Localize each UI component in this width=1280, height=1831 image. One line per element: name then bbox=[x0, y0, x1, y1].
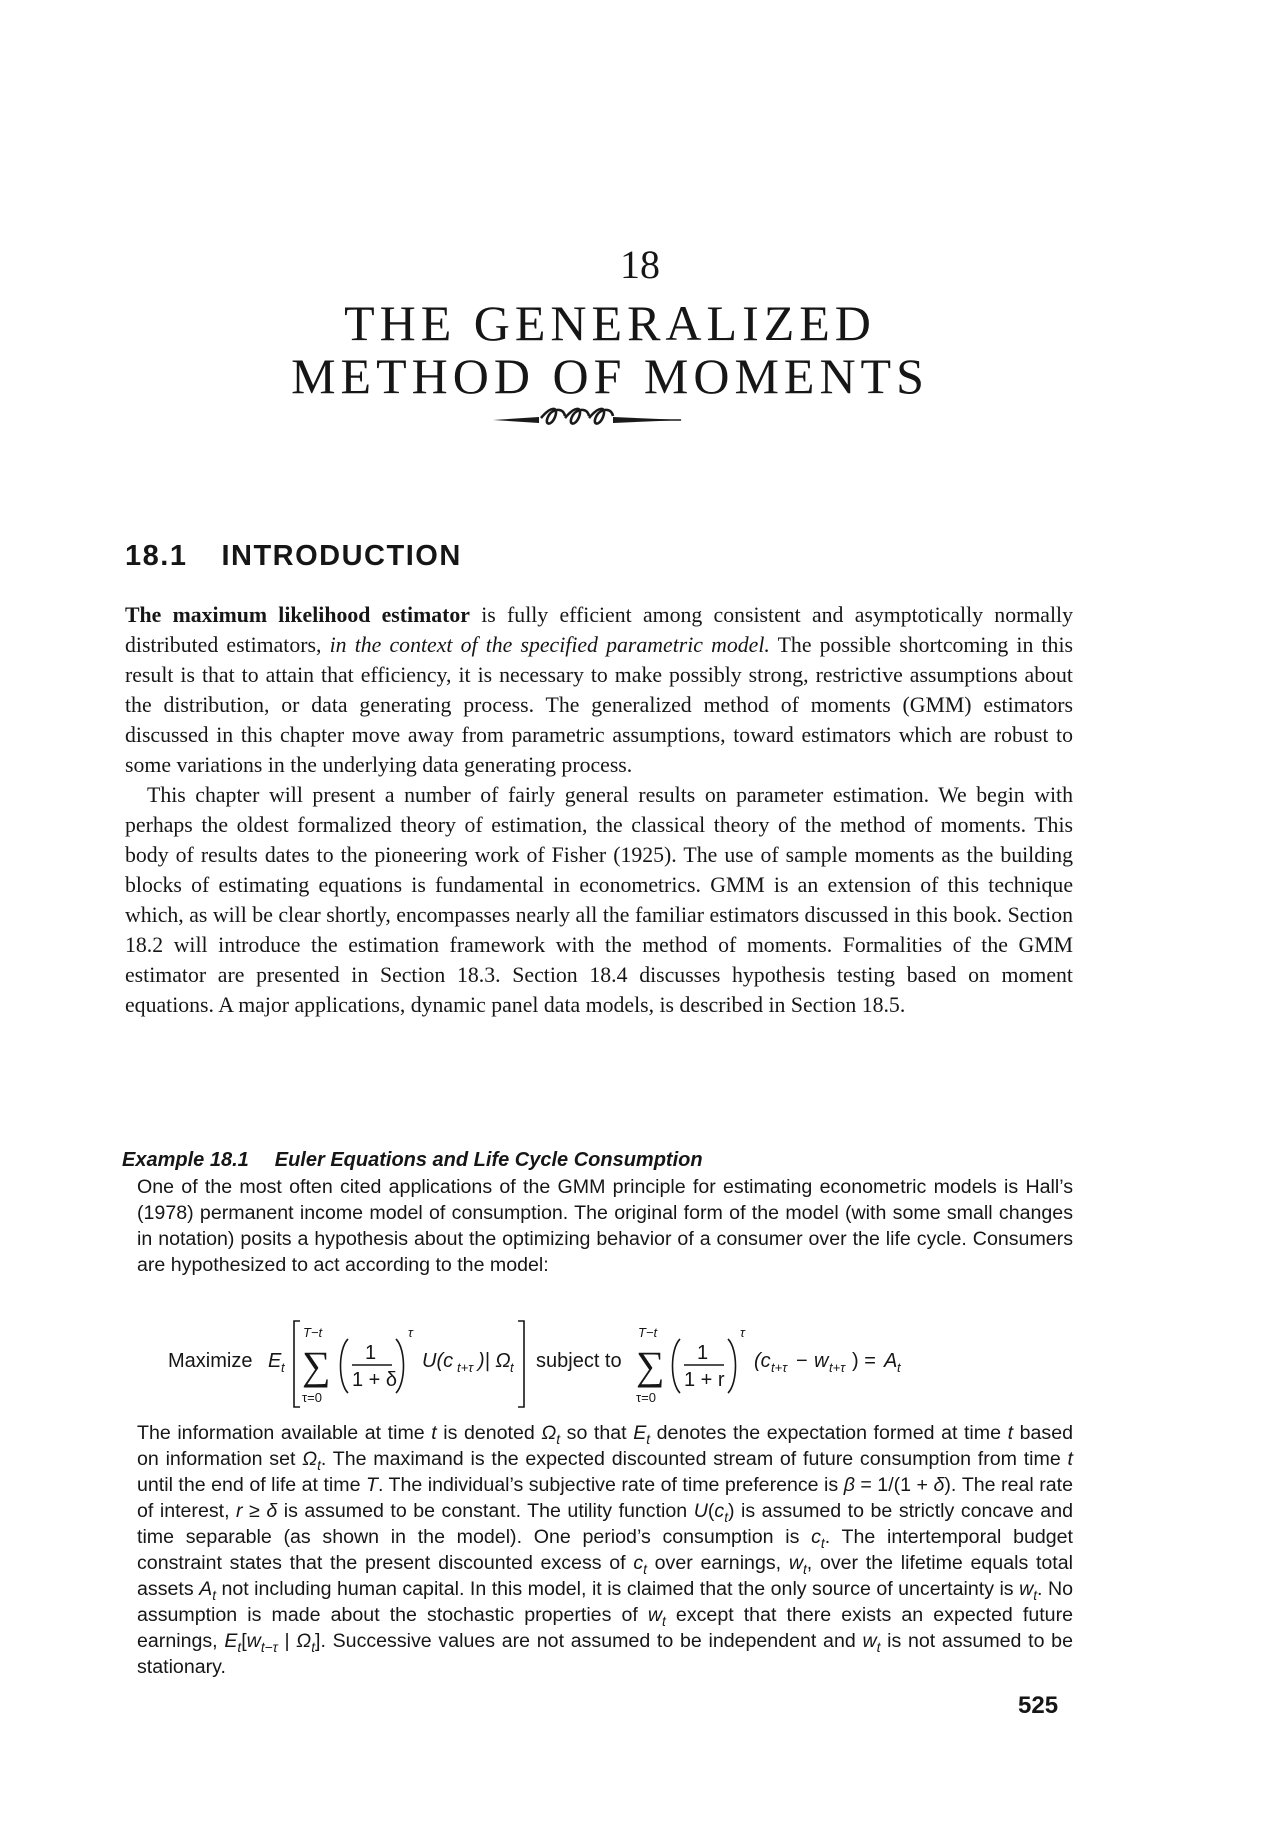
page-number: 525 bbox=[1018, 1692, 1059, 1719]
bold-term: The maximum likelihood estimator bbox=[125, 603, 470, 627]
svg-text:t+τ: t+τ bbox=[457, 1360, 474, 1375]
example-text-part: , over the lifetime equals total assets bbox=[137, 1552, 1073, 1600]
svg-text:t+τ: t+τ bbox=[829, 1360, 846, 1375]
example-text-part: except that there exists an expected future earnings, bbox=[137, 1604, 1073, 1652]
svg-text:(c: (c bbox=[754, 1350, 771, 1372]
section-title: INTRODUCTION bbox=[221, 540, 462, 572]
equation-euler bbox=[160, 1313, 1060, 1408]
svg-text:) =: ) = bbox=[852, 1350, 876, 1372]
eq-subject-to: subject to bbox=[536, 1350, 622, 1372]
eq-sum-lower-right: τ=0 bbox=[636, 1390, 656, 1405]
example-text-part: . Successive values are not assumed to be independent and bbox=[320, 1630, 863, 1652]
svg-text:−: − bbox=[796, 1350, 808, 1372]
eq-one-right: 1 bbox=[697, 1342, 709, 1364]
section-number: 18.1 bbox=[125, 540, 188, 572]
chapter-title-line1: THE GENERALIZED bbox=[344, 295, 876, 351]
paragraph-1-text-b: The possible shortcoming in this result is that to attain that efficiency, it is necessary to make possibly strong, restrictive assumptions about the distribution, or data generating process. The generalized method of moments (GMM) estimators discussed in this chapter move away from parametric assumptions, toward estimators which are robust to some variations in the underlying data generating process. bbox=[125, 633, 1073, 777]
svg-text:t: t bbox=[510, 1360, 514, 1375]
example-text-part: until the end of life at time bbox=[137, 1474, 366, 1496]
eq-denom-left: 1 + δ bbox=[352, 1369, 398, 1391]
example-label: Example 18.1 bbox=[122, 1149, 249, 1171]
example-heading bbox=[122, 1147, 703, 1173]
example-text-part: denotes the expectation formed at time bbox=[650, 1422, 1008, 1444]
paragraph-2: This chapter will present a number of fairly general results on parameter estimation. We begin with perhaps the oldest formalized theory of estimation, the classical theory of the method of moments. This body of results dates to the pioneering work of Fisher (1925). The use of sample moments as the building blocks of estimating equations is fundamental in econometrics. GMM is an extension of this technique which, as will be clear shortly, encompasses nearly all the familiar estimators discussed in this book. Section 18.2 will introduce the estimation framework with the method of moments. Formalities of the GMM estimator are presented in Section 18.3. Section 18.4 discusses hypothesis testing based on moment equations. A major applications, dynamic panel data models, is described in Section 18.5. bbox=[125, 783, 1073, 1017]
ornament-divider-icon bbox=[493, 403, 683, 431]
eq-maximize: Maximize bbox=[168, 1350, 253, 1372]
italic-phrase: in the context of the specified parametric model. bbox=[329, 633, 770, 657]
svg-text:t: t bbox=[281, 1360, 285, 1375]
example-text-part: over earnings, bbox=[646, 1552, 789, 1574]
example-text-part: not including human capital. In this model, it is claimed that the only source of uncertainty is bbox=[216, 1578, 1020, 1600]
svg-text:∑: ∑ bbox=[636, 1343, 665, 1388]
example-body: The information available at time t is denoted $\Omega_t$ so that $E_t$ denotes the expectation formed at time t based on information set $\Omega_t$. The maximand is the expected discounted stream of future consumption from time t until the end of life at time T. The individual’s subjective rate of time preference is β = 1/(1 + δ). The real rate of interest, r ≥ δ is assumed to be constant. The utility function $U(c_t)$ is assumed to be strictly concave and time separable (as shown in the model). One period’s consumption is $c_t$. The intertemporal budget constraint states that the present discounted excess of $c_t$ over earnings, $w_t$, over the lifetime equals total assets $A_t$ not including human capital. In this model, it is claimed that the only source of uncertainty is $w_t$. No assumption is made about the stochastic properties of $w_t$ except that there exists an expected future earnings, $E_t[w_{t-\tau}$ | $\Omega_t$]. Successive values are not assumed to be independent and $w_t$ is not assumed to be stationary. bbox=[137, 1422, 1074, 1678]
eq-denom-right: 1 + r bbox=[684, 1369, 725, 1391]
example-text-part: is denoted bbox=[436, 1422, 542, 1444]
eq-utility: U(c bbox=[422, 1350, 454, 1372]
chapter-title-line2: METHOD OF MOMENTS bbox=[291, 348, 929, 404]
example-text-part: . The intertemporal budget constraint states that the present discounted excess of bbox=[137, 1526, 1073, 1574]
svg-text:E: E bbox=[268, 1350, 282, 1372]
paragraph-1-text-a: is fully efficient among consistent and asymptotically normally distributed estimators, bbox=[125, 603, 1073, 657]
section-heading bbox=[125, 538, 462, 574]
eq-sum-lower-left: τ=0 bbox=[302, 1390, 322, 1405]
svg-text:)| Ω: )| Ω bbox=[478, 1350, 511, 1372]
example-text-part: The information available at time bbox=[137, 1422, 432, 1444]
eq-sum-upper-left: T−t bbox=[303, 1325, 323, 1340]
body-text bbox=[125, 600, 1073, 1020]
svg-text:t: t bbox=[897, 1360, 901, 1375]
svg-text:t+τ: t+τ bbox=[771, 1360, 788, 1375]
chapter-title bbox=[0, 297, 1220, 403]
example-intro: One of the most often cited applications of the GMM principle for estimating econometric models is Hall’s (1978) permanent income model of consumption. The original form of the model (with some small changes in notation) posits a hypothesis about the optimizing behavior of a consumer over the life cycle. Consumers are hypothesized to act according to the model: bbox=[137, 1176, 1073, 1276]
example-text-part: . No assumption is made about the stochastic properties of bbox=[137, 1578, 1074, 1626]
example-text-part: . The individual’s subjective rate of time preference is bbox=[377, 1474, 844, 1496]
eq-exponent-right: τ bbox=[740, 1325, 745, 1340]
eq-exponent-left: τ bbox=[408, 1325, 413, 1340]
eq-sum-upper-right: T−t bbox=[638, 1325, 658, 1340]
svg-text:w: w bbox=[814, 1350, 829, 1372]
paragraph-1 bbox=[125, 600, 1073, 780]
example-text-part: based on information set bbox=[137, 1422, 1073, 1470]
example-text-part: is not assumed to be stationary. bbox=[137, 1630, 1073, 1678]
example-title: Euler Equations and Life Cycle Consumption bbox=[274, 1149, 703, 1171]
example-text-part: . The maximand is the expected discounted stream of future consumption from time bbox=[320, 1448, 1068, 1470]
eq-one-left: 1 bbox=[365, 1342, 377, 1364]
example-text-part: so that bbox=[560, 1422, 634, 1444]
svg-text:∑: ∑ bbox=[302, 1343, 331, 1388]
chapter-number: 18 bbox=[620, 242, 660, 287]
example-text-part: is assumed to be constant. The utility function bbox=[277, 1500, 694, 1522]
example-text-part: . The real rate of interest, bbox=[137, 1474, 1073, 1522]
example-text-part: is assumed to be strictly concave and time separable (as shown in the model). One period’s consumption is bbox=[137, 1500, 1073, 1548]
eq-rhs: A bbox=[884, 1350, 898, 1372]
